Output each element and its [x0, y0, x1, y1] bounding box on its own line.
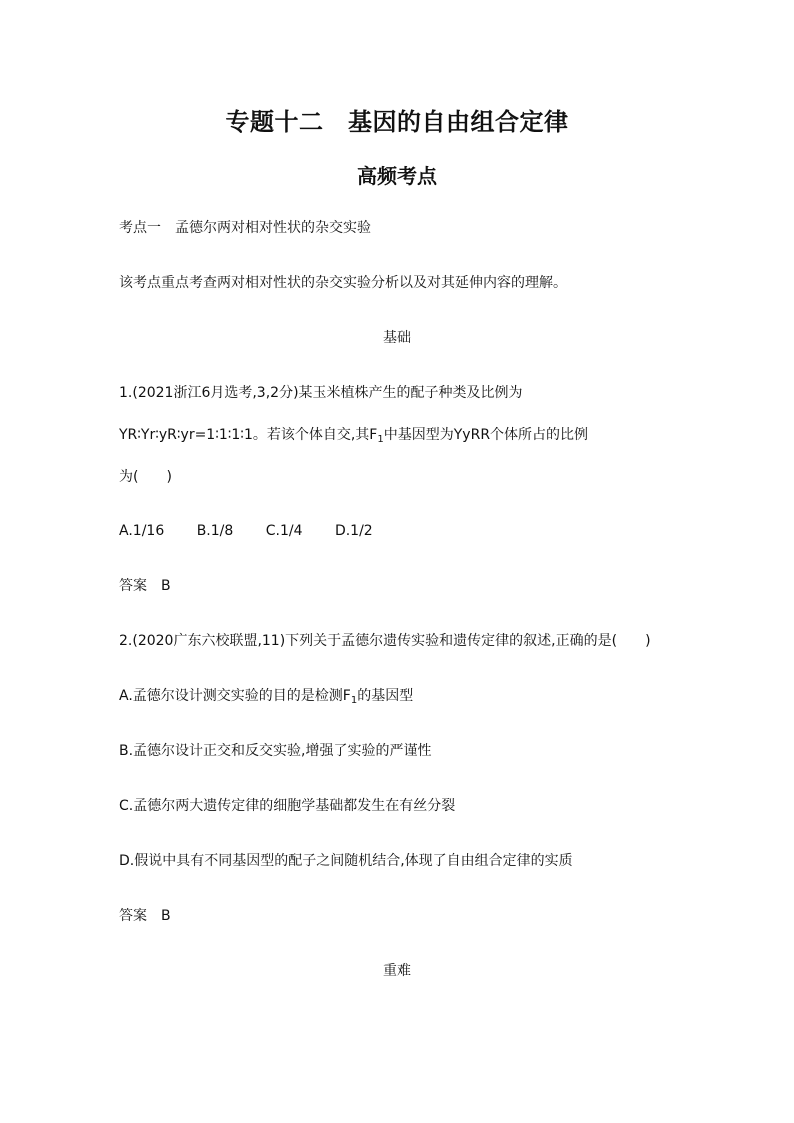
q2-option-a-pre: A.孟德尔设计测交实验的目的是检测F [119, 688, 351, 704]
q2-answer-value: B [161, 908, 171, 924]
q1-options [119, 521, 373, 541]
q1-answer-label: 答案 [119, 578, 147, 594]
section-label-basic: 基础 [383, 330, 411, 346]
section-label-hard: 重难 [383, 963, 411, 979]
kaodian-title: 考点一 孟德尔两对相对性状的杂交实验 [119, 220, 371, 236]
q1-line2-pre: YR∶Yr∶yR∶yr=1∶1∶1∶1。若该个体自交,其F [119, 427, 378, 443]
q2-option-d: D.假说中具有不同基因型的配子之间随机结合,体现了自由组合定律的实质 [119, 853, 573, 869]
q1-stem-line3: 为( ) [119, 469, 172, 485]
q2-option-a [119, 686, 413, 706]
q1-stem-line2 [119, 425, 588, 445]
q2-option-a-subscript: 1 [350, 695, 358, 706]
page-title: 专题十二 基因的自由组合定律 [225, 108, 569, 136]
q1-option-b: B.1/8 [196, 523, 234, 539]
q1-option-d: D.1/2 [334, 523, 373, 539]
page-subtitle: 高频考点 [357, 164, 437, 188]
q2-stem: 2.(2020广东六校联盟,11)下列关于孟德尔遗传实验和遗传定律的叙述,正确的是( ) [119, 633, 651, 649]
q1-option-c: C.1/4 [265, 523, 303, 539]
q1-answer-value: B [161, 578, 171, 594]
q2-option-c: C.孟德尔两大遗传定律的细胞学基础都发生在有丝分裂 [119, 798, 456, 814]
q1-option-a: A.1/16 [119, 523, 165, 539]
q1-line2-subscript: 1 [377, 434, 384, 445]
q2-answer-label: 答案 [119, 908, 147, 924]
q1-stem-line1: 1.(2021浙江6月选考,3,2分)某玉米植株产生的配子种类及比例为 [119, 385, 523, 401]
q1-answer [119, 576, 171, 596]
q1-line2-post: 中基因型为YyRR个体所占的比例 [383, 427, 589, 443]
kaodian-description: 该考点重点考查两对相对性状的杂交实验分析以及对其延伸内容的理解。 [119, 275, 567, 291]
q2-option-b: B.孟德尔设计正交和反交实验,增强了实验的严谨性 [119, 743, 432, 759]
q2-option-a-post: 的基因型 [357, 688, 414, 704]
q2-answer [119, 906, 171, 926]
